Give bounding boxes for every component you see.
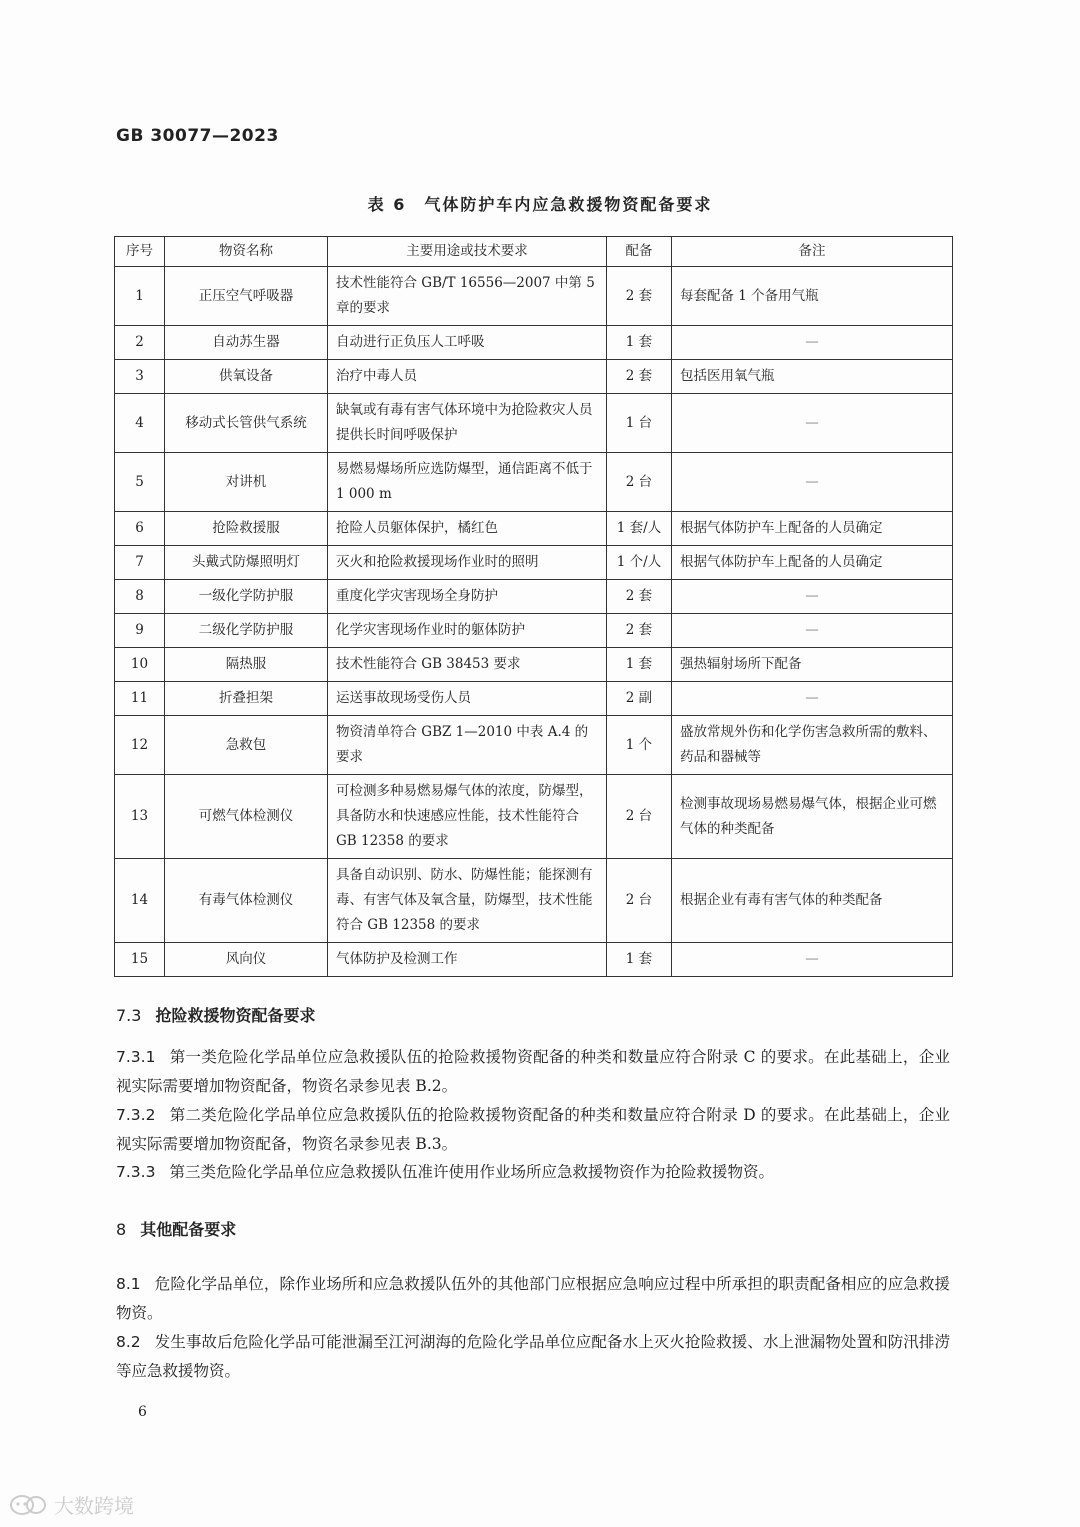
cell-index: 14	[115, 859, 165, 943]
cell-index: 11	[115, 682, 165, 716]
cell-usage: 治疗中毒人员	[328, 360, 607, 394]
section-title-text: 其他配备要求	[140, 1220, 237, 1239]
cell-remarks: 盛放常规外伤和化学伤害急救所需的敷料、药品和器械等	[672, 716, 953, 775]
cell-item-name: 抢险救援服	[165, 512, 328, 546]
cell-remarks: 根据企业有毒有害气体的种类配备	[672, 859, 953, 943]
header-usage: 主要用途或技术要求	[328, 237, 607, 267]
cell-usage: 抢险人员躯体保护，橘红色	[328, 512, 607, 546]
watermark	[8, 1490, 134, 1519]
cell-usage: 重度化学灾害现场全身防护	[328, 580, 607, 614]
table-row	[115, 682, 953, 716]
cell-index: 13	[115, 775, 165, 859]
cell-usage: 气体防护及检测工作	[328, 943, 607, 977]
cell-item-name: 一级化学防护服	[165, 580, 328, 614]
cell-index: 7	[115, 546, 165, 580]
cell-remarks: 根据气体防护车上配备的人员确定	[672, 546, 953, 580]
cell-remarks: —	[672, 614, 953, 648]
cell-quantity: 2 套	[607, 580, 672, 614]
cell-item-name: 对讲机	[165, 453, 328, 512]
header-quantity: 配备	[607, 237, 672, 267]
cell-quantity: 1 个/人	[607, 546, 672, 580]
paragraph-7-3-1	[116, 1043, 950, 1101]
cell-index: 6	[115, 512, 165, 546]
cell-quantity: 2 副	[607, 682, 672, 716]
cell-quantity: 2 套	[607, 360, 672, 394]
cell-quantity: 2 台	[607, 775, 672, 859]
cell-index: 9	[115, 614, 165, 648]
cell-index: 5	[115, 453, 165, 512]
watermark-logo-icon	[8, 1493, 48, 1517]
paragraph-7-3-3	[116, 1158, 950, 1187]
cell-quantity: 2 套	[607, 267, 672, 326]
paragraph-number: 7.3.2	[116, 1106, 156, 1124]
cell-item-name: 供氧设备	[165, 360, 328, 394]
cell-usage: 技术性能符合 GB 38453 要求	[328, 648, 607, 682]
cell-remarks: —	[672, 580, 953, 614]
cell-item-name: 急救包	[165, 716, 328, 775]
cell-remarks: —	[672, 682, 953, 716]
table-row	[115, 943, 953, 977]
section-title-text: 抢险救援物资配备要求	[155, 1006, 316, 1025]
section-7-3-title	[116, 1003, 315, 1026]
cell-remarks: —	[672, 394, 953, 453]
table-row	[115, 326, 953, 360]
table-row	[115, 775, 953, 859]
table-row	[115, 394, 953, 453]
cell-index: 2	[115, 326, 165, 360]
paragraph-text: 发生事故后危险化学品可能泄漏至江河湖海的危险化学品单位应配备水上灭火抢险救援、水上泄漏物处置和防汛排涝等应急救援物资。	[116, 1333, 950, 1380]
cell-index: 15	[115, 943, 165, 977]
table-row	[115, 267, 953, 326]
table-row	[115, 512, 953, 546]
cell-quantity: 1 套/人	[607, 512, 672, 546]
cell-quantity: 1 套	[607, 943, 672, 977]
cell-quantity: 2 套	[607, 614, 672, 648]
cell-index: 12	[115, 716, 165, 775]
paragraph-text: 危险化学品单位，除作业场所和应急救援队伍外的其他部门应根据应急响应过程中所承担的职责配备相应的应急救援物资。	[116, 1275, 950, 1322]
cell-index: 8	[115, 580, 165, 614]
cell-quantity: 2 台	[607, 859, 672, 943]
cell-item-name: 折叠担架	[165, 682, 328, 716]
table-title: 表 6 气体防护车内应急救援物资配备要求	[367, 195, 713, 214]
cell-item-name: 自动苏生器	[165, 326, 328, 360]
cell-item-name: 有毒气体检测仪	[165, 859, 328, 943]
header-item-name: 物资名称	[165, 237, 328, 267]
paragraph-8-1	[116, 1270, 950, 1328]
cell-remarks: —	[672, 453, 953, 512]
paragraph-text: 第三类危险化学品单位应急救援队伍准许使用作业场所应急救援物资作为抢险救援物资。	[169, 1163, 774, 1181]
cell-item-name: 隔热服	[165, 648, 328, 682]
cell-remarks: 强热辐射场所下配备	[672, 648, 953, 682]
cell-remarks: 每套配备 1 个备用气瓶	[672, 267, 953, 326]
table-row	[115, 614, 953, 648]
cell-item-name: 可燃气体检测仪	[165, 775, 328, 859]
section-number: 7.3	[116, 1006, 142, 1025]
cell-index: 3	[115, 360, 165, 394]
table-row	[115, 453, 953, 512]
cell-item-name: 二级化学防护服	[165, 614, 328, 648]
cell-usage: 化学灾害现场作业时的躯体防护	[328, 614, 607, 648]
cell-remarks: 包括医用氧气瓶	[672, 360, 953, 394]
cell-usage: 易燃易爆场所应选防爆型，通信距离不低于 1 000 m	[328, 453, 607, 512]
header-remarks: 备注	[672, 237, 953, 267]
table-row	[115, 546, 953, 580]
cell-item-name: 正压空气呼吸器	[165, 267, 328, 326]
cell-remarks: 根据气体防护车上配备的人员确定	[672, 512, 953, 546]
table-row	[115, 580, 953, 614]
cell-remarks: —	[672, 943, 953, 977]
table-row	[115, 360, 953, 394]
paragraph-number: 7.3.3	[116, 1163, 156, 1181]
cell-quantity: 1 套	[607, 326, 672, 360]
cell-item-name: 移动式长管供气系统	[165, 394, 328, 453]
cell-remarks: 检测事故现场易燃易爆气体，根据企业可燃气体的种类配备	[672, 775, 953, 859]
cell-usage: 技术性能符合 GB/T 16556—2007 中第 5 章的要求	[328, 267, 607, 326]
paragraph-text: 第二类危险化学品单位应急救援队伍的抢险救援物资配备的种类和数量应符合附录 D 的要求。在此基础上，企业视实际需要增加物资配备，物资名录参见表 B.3。	[116, 1106, 950, 1153]
paragraph-8-2	[116, 1328, 950, 1386]
cell-quantity: 1 台	[607, 394, 672, 453]
cell-usage: 物资清单符合 GBZ 1—2010 中表 A.4 的要求	[328, 716, 607, 775]
header-index: 序号	[115, 237, 165, 267]
cell-usage: 具备自动识别、防水、防爆性能；能探测有毒、有害气体及氧含量，防爆型，技术性能符合 GB 12358 的要求	[328, 859, 607, 943]
paragraph-number: 8.1	[116, 1275, 141, 1293]
cell-usage: 灭火和抢险救援现场作业时的照明	[328, 546, 607, 580]
cell-quantity: 2 台	[607, 453, 672, 512]
cell-index: 4	[115, 394, 165, 453]
cell-usage: 缺氧或有毒有害气体环境中为抢险救灾人员提供长时间呼吸保护	[328, 394, 607, 453]
cell-usage: 可检测多种易燃易爆气体的浓度，防爆型，具备防水和快速感应性能，技术性能符合 GB 12358 的要求	[328, 775, 607, 859]
cell-usage: 运送事故现场受伤人员	[328, 682, 607, 716]
cell-index: 10	[115, 648, 165, 682]
cell-quantity: 1 个	[607, 716, 672, 775]
paragraph-text: 第一类危险化学品单位应急救援队伍的抢险救援物资配备的种类和数量应符合附录 C 的要求。在此基础上，企业视实际需要增加物资配备，物资名录参见表 B.2。	[116, 1048, 950, 1095]
requirements-table	[114, 236, 953, 977]
section-8-title	[116, 1217, 236, 1240]
document-id: GB 30077—2023	[116, 126, 279, 146]
table-row	[115, 716, 953, 775]
paragraph-7-3-2	[116, 1101, 950, 1159]
paragraph-number: 7.3.1	[116, 1048, 156, 1066]
cell-item-name: 风向仪	[165, 943, 328, 977]
cell-remarks: —	[672, 326, 953, 360]
cell-quantity: 1 套	[607, 648, 672, 682]
section-number: 8	[116, 1220, 127, 1239]
paragraph-number: 8.2	[116, 1333, 141, 1351]
table-row	[115, 648, 953, 682]
table-header-row	[115, 237, 953, 267]
cell-usage: 自动进行正负压人工呼吸	[328, 326, 607, 360]
watermark-text: 大数跨境	[54, 1494, 134, 1518]
table-body	[115, 267, 953, 977]
cell-item-name: 头戴式防爆照明灯	[165, 546, 328, 580]
cell-index: 1	[115, 267, 165, 326]
table-row	[115, 859, 953, 943]
page-number: 6	[138, 1404, 147, 1420]
